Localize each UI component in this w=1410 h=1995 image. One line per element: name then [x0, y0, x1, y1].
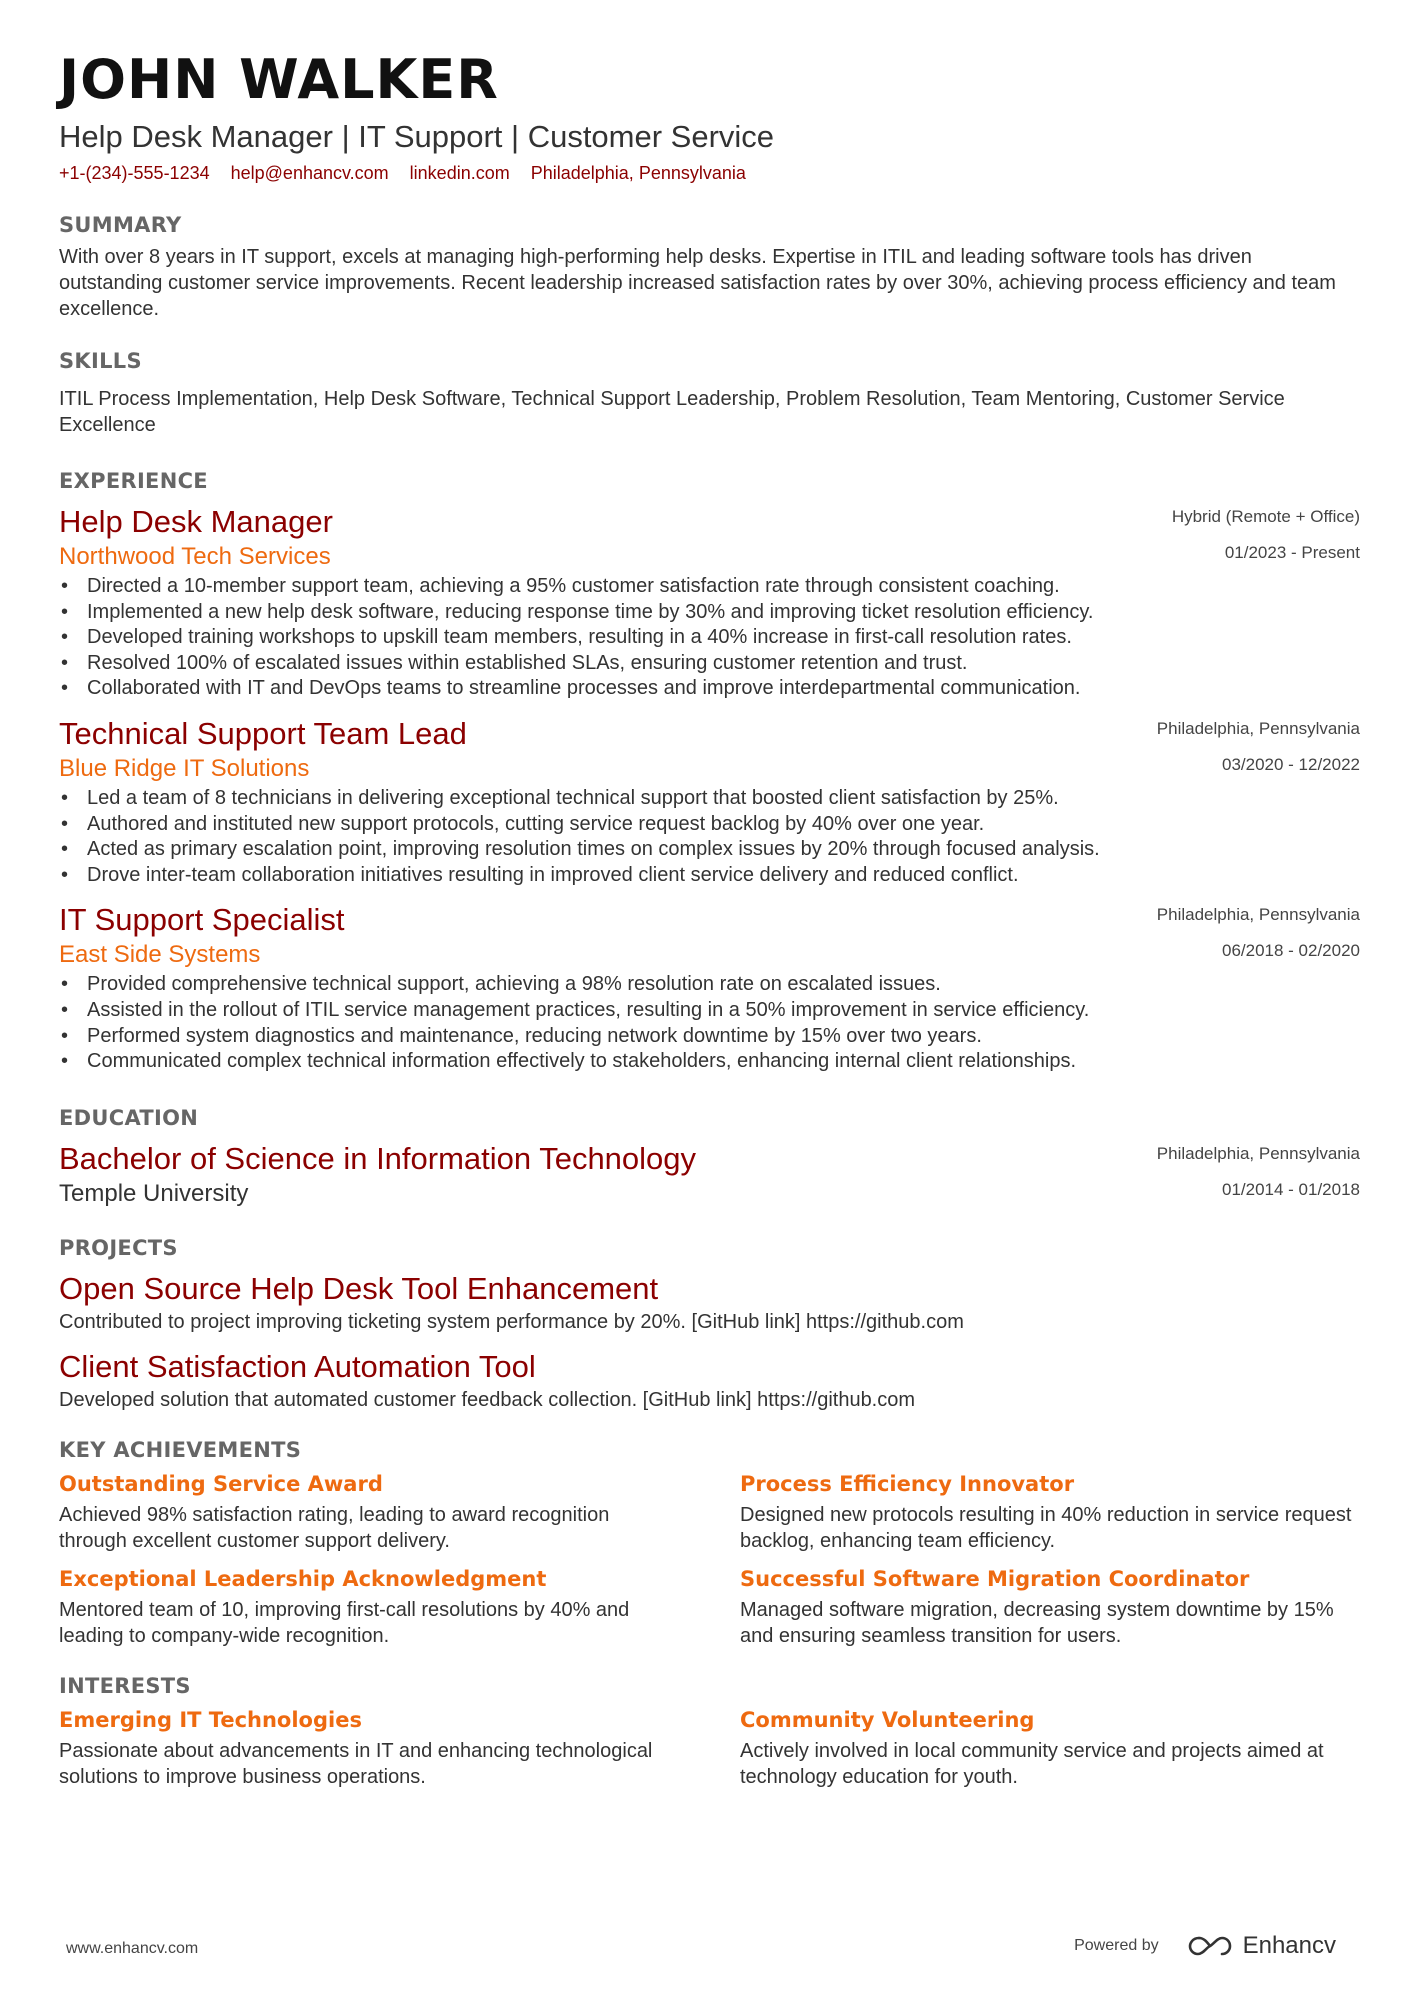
job-location: Philadelphia, Pennsylvania	[1156, 718, 1360, 738]
job-bullets	[59, 574, 1360, 702]
project-title: Open Source Help Desk Tool Enhancement	[59, 1270, 659, 1306]
job-entry	[59, 900, 1360, 1074]
job-entry	[59, 502, 1360, 702]
education-degree: Bachelor of Science in Information Technology	[59, 1140, 697, 1176]
brand-name: Enhancv	[1242, 1932, 1336, 1959]
job-location: Hybrid (Remote + Office)	[1171, 507, 1360, 526]
skills-text: ITIL Process Implementation, Help Desk Software, Technical Support Leadership, Problem Resolution, Team Mentoring, Customer Service Excellence	[59, 388, 1285, 436]
job-bullet: • Implemented a new help desk software, reducing response time by 30% and improving ticket resolution efficiency.	[59, 600, 1360, 626]
education-school: Temple University	[59, 1179, 249, 1207]
projects-section	[59, 1233, 1360, 1413]
resume-content	[59, 44, 1360, 1790]
section-title-skills: SKILLS	[59, 349, 142, 373]
candidate-name: JOHN WALKER	[59, 48, 499, 111]
achievement-item	[59, 1469, 679, 1554]
section-title-summary: SUMMARY	[59, 213, 182, 237]
achievements-row	[59, 1564, 1360, 1649]
job-bullet: • Led a team of 8 technicians in delivering exceptional technical support that boosted client satisfaction by 25%.	[59, 786, 1360, 812]
job-company: East Side Systems	[59, 941, 261, 969]
job-title: IT Support Specialist	[59, 902, 345, 938]
job-bullet: • Authored and instituted new support protocols, cutting service request backlog by 40% over one year.	[59, 812, 1360, 838]
achievement-item	[740, 1469, 1360, 1554]
project-title: Client Satisfaction Automation Tool	[59, 1348, 536, 1384]
summary-section	[59, 210, 1360, 322]
interests-section	[59, 1671, 1360, 1790]
section-title-education: EDUCATION	[59, 1105, 199, 1130]
section-title-projects: PROJECTS	[59, 1235, 178, 1260]
achievements-row	[59, 1469, 1360, 1554]
job-bullet: • Developed training workshops to upskill team members, resulting in a 40% increase in first-call resolution rates.	[59, 625, 1360, 651]
project-desc: Developed solution that automated customer feedback collection. [GitHub link] https://github.com	[59, 1388, 916, 1411]
skills-section	[59, 346, 1360, 438]
project-entry	[59, 1269, 1360, 1335]
achievement-desc: Achieved 98% satisfaction rating, leading to award recognition through excellent customer support delivery.	[59, 1503, 610, 1552]
job-bullet: • Resolved 100% of escalated issues within established SLAs, ensuring customer retention and trust.	[59, 651, 1360, 677]
section-title-experience: EXPERIENCE	[59, 469, 208, 493]
job-dates: 06/2018 - 02/2020	[1221, 941, 1360, 961]
section-title-interests: INTERESTS	[59, 1673, 191, 1698]
achievement-title: Exceptional Leadership Acknowledgment	[59, 1566, 547, 1591]
job-bullet: • Provided comprehensive technical support, achieving a 98% resolution rate on escalated issues.	[59, 972, 1360, 998]
brand-logo[interactable]	[1187, 1932, 1336, 1960]
job-bullet: • Directed a 10-member support team, achieving a 95% customer satisfaction rate through consistent coaching.	[59, 574, 1360, 600]
achievement-title: Process Efficiency Innovator	[740, 1471, 1075, 1496]
summary-text: With over 8 years in IT support, excels at managing high-performing help desks. Expertise in ITIL and leading software tools has driven outstanding customer service improvements. Recent leadership increased satisfaction rates by over 30%, achieving process efficiency and team excellence.	[59, 246, 1336, 320]
footer-website-link[interactable]: www.enhancv.com	[66, 1940, 199, 1957]
job-title: Technical Support Team Lead	[59, 715, 467, 751]
job-dates: 03/2020 - 12/2022	[1221, 754, 1360, 774]
interest-title: Emerging IT Technologies	[59, 1707, 362, 1732]
education-section	[59, 1103, 1360, 1209]
interest-item	[59, 1705, 679, 1790]
job-title: Help Desk Manager	[59, 504, 333, 539]
job-entry	[59, 714, 1360, 888]
job-bullet: • Communicated complex technical information effectively to stakeholders, enhancing internal client relationships.	[59, 1049, 1360, 1075]
candidate-headline: Help Desk Manager | IT Support | Customer Service	[59, 119, 775, 154]
job-dates: 01/2023 - Present	[1224, 543, 1360, 562]
achievement-desc: Managed software migration, decreasing system downtime by 15% and ensuring seamless transition for users.	[740, 1598, 1334, 1647]
achievement-title: Successful Software Migration Coordinator	[740, 1566, 1250, 1591]
interest-item	[740, 1705, 1360, 1790]
footer-branding	[1074, 1932, 1336, 1960]
job-bullet: • Assisted in the rollout of ITIL service management practices, resulting in a 50% improvement in service efficiency.	[59, 998, 1360, 1024]
achievements-section	[59, 1435, 1360, 1649]
phone-link[interactable]: +1-(234)-555-1234	[59, 163, 210, 183]
achievement-desc: Mentored team of 10, improving first-call resolutions by 40% and leading to company-wide recognition.	[59, 1598, 630, 1647]
job-bullet: • Collaborated with IT and DevOps teams to streamline processes and improve interdepartmental communication.	[59, 676, 1360, 702]
email-link[interactable]: help@enhancv.com	[230, 163, 389, 183]
project-entry	[59, 1347, 1360, 1413]
section-title-achievements: KEY ACHIEVEMENTS	[59, 1437, 302, 1462]
location-text: Philadelphia, Pennsylvania	[530, 163, 746, 183]
linkedin-link[interactable]: linkedin.com	[409, 163, 510, 183]
interest-desc: Passionate about advancements in IT and enhancing technological solutions to improve business operations.	[59, 1739, 653, 1788]
job-bullet: • Acted as primary escalation point, improving resolution times on complex issues by 20% through focused analysis.	[59, 837, 1360, 863]
job-bullet: • Drove inter-team collaboration initiatives resulting in improved client service delivery and reduced conflict.	[59, 863, 1360, 889]
job-location: Philadelphia, Pennsylvania	[1156, 905, 1360, 925]
experience-section	[59, 466, 1360, 1075]
achievement-item	[740, 1564, 1360, 1649]
job-bullets	[59, 786, 1360, 888]
interests-row	[59, 1705, 1360, 1790]
interest-title: Community Volunteering	[740, 1707, 1035, 1732]
achievement-title: Outstanding Service Award	[59, 1471, 383, 1496]
education-location: Philadelphia, Pennsylvania	[1156, 1143, 1360, 1163]
powered-by-text: Powered by	[1074, 1937, 1159, 1954]
job-bullet: • Performed system diagnostics and maintenance, reducing network downtime by 15% over two years.	[59, 1024, 1360, 1050]
achievement-item	[59, 1564, 679, 1649]
education-entry	[59, 1139, 1360, 1209]
project-desc: Contributed to project improving ticketing system performance by 20%. [GitHub link] https://github.com	[59, 1310, 964, 1333]
achievement-desc: Designed new protocols resulting in 40% reduction in service request backlog, enhancing team efficiency.	[740, 1503, 1352, 1552]
job-company: Blue Ridge IT Solutions	[59, 754, 310, 782]
resume-header	[59, 44, 1360, 186]
contact-line	[59, 160, 1360, 186]
job-bullets	[59, 972, 1360, 1074]
education-dates: 01/2014 - 01/2018	[1221, 1179, 1360, 1199]
job-company: Northwood Tech Services	[59, 543, 331, 570]
interest-desc: Actively involved in local community service and projects aimed at technology education for youth.	[740, 1739, 1324, 1788]
enhancv-logo-icon	[1187, 1934, 1233, 1958]
